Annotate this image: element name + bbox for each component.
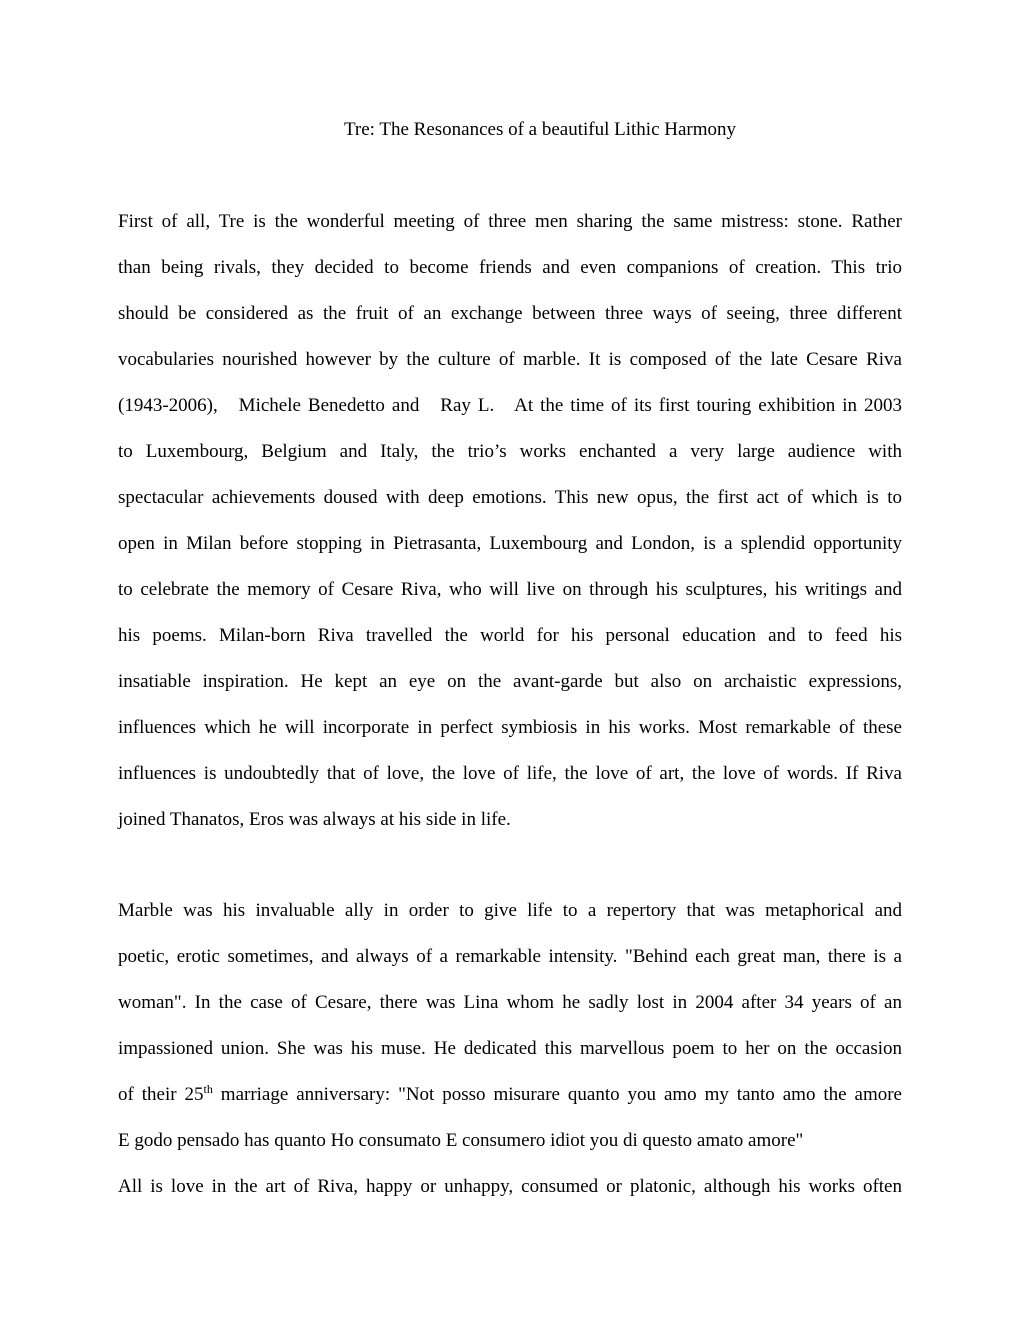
paragraph-line-text: marriage anniversary: "Not posso misurare quanto you amo my tanto amo the amore (212, 1084, 902, 1105)
paragraph-line: First of all, Tre is the wonderful meeting of three men sharing the same mistress: stone. Rather (118, 211, 902, 232)
paragraph-line: to celebrate the memory of Cesare Riva, who will live on through his sculptures, his writings and (118, 579, 902, 600)
paragraph-line: open in Milan before stopping in Pietrasanta, Luxembourg and London, is a splendid opportunity (118, 533, 902, 554)
paragraph-line: poetic, erotic sometimes, and always of a remarkable intensity. "Behind each great man, there is a (118, 946, 902, 967)
paragraph-line (118, 394, 902, 418)
paragraph-line: All is love in the art of Riva, happy or unhappy, consumed or platonic, although his works often (118, 1176, 902, 1197)
paragraph-line: his poems. Milan-born Riva travelled the world for his personal education and to feed his (118, 625, 902, 646)
paragraph-line (118, 1083, 902, 1107)
document-title: Tre: The Resonances of a beautiful Lithic Harmony (343, 119, 737, 140)
paragraph-line-text: of their 25 (118, 1084, 204, 1105)
paragraph-line: influences is undoubtedly that of love, the love of life, the love of art, the love of words. If Riva (118, 763, 902, 784)
paragraph-line: E godo pensado has quanto Ho consumato E consumero idiot you di questo amato amore" (118, 1130, 804, 1151)
paragraph-line: Marble was his invaluable ally in order to give life to a repertory that was metaphorical and (118, 900, 902, 921)
paragraph-line: vocabularies nourished however by the culture of marble. It is composed of the late Cesare Riva (118, 349, 902, 370)
ordinal-superscript: th (203, 1082, 213, 1096)
paragraph-line-text: (1943-2006), Michele Benedetto and Ray L. At the time of its first touring exhibition in 2003 (118, 395, 902, 416)
paragraph-line: woman". In the case of Cesare, there was Lina whom he sadly lost in 2004 after 34 years of an (118, 992, 902, 1013)
paragraph-line: spectacular achievements doused with deep emotions. This new opus, the first act of which is to (118, 487, 902, 508)
paragraph-line: influences which he will incorporate in perfect symbiosis in his works. Most remarkable of these (118, 717, 902, 738)
paragraph-line: insatiable inspiration. He kept an eye on the avant-garde but also on archaistic expressions, (118, 671, 902, 692)
paragraph-line: to Luxembourg, Belgium and Italy, the trio’s works enchanted a very large audience with (118, 441, 902, 462)
paragraph-line: than being rivals, they decided to become friends and even companions of creation. This trio (118, 257, 902, 278)
paragraph-line: should be considered as the fruit of an exchange between three ways of seeing, three different (118, 303, 902, 324)
paragraph-line: impassioned union. She was his muse. He dedicated this marvellous poem to her on the occasion (118, 1038, 902, 1059)
paragraph-line: joined Thanatos, Eros was always at his side in life. (118, 809, 511, 830)
